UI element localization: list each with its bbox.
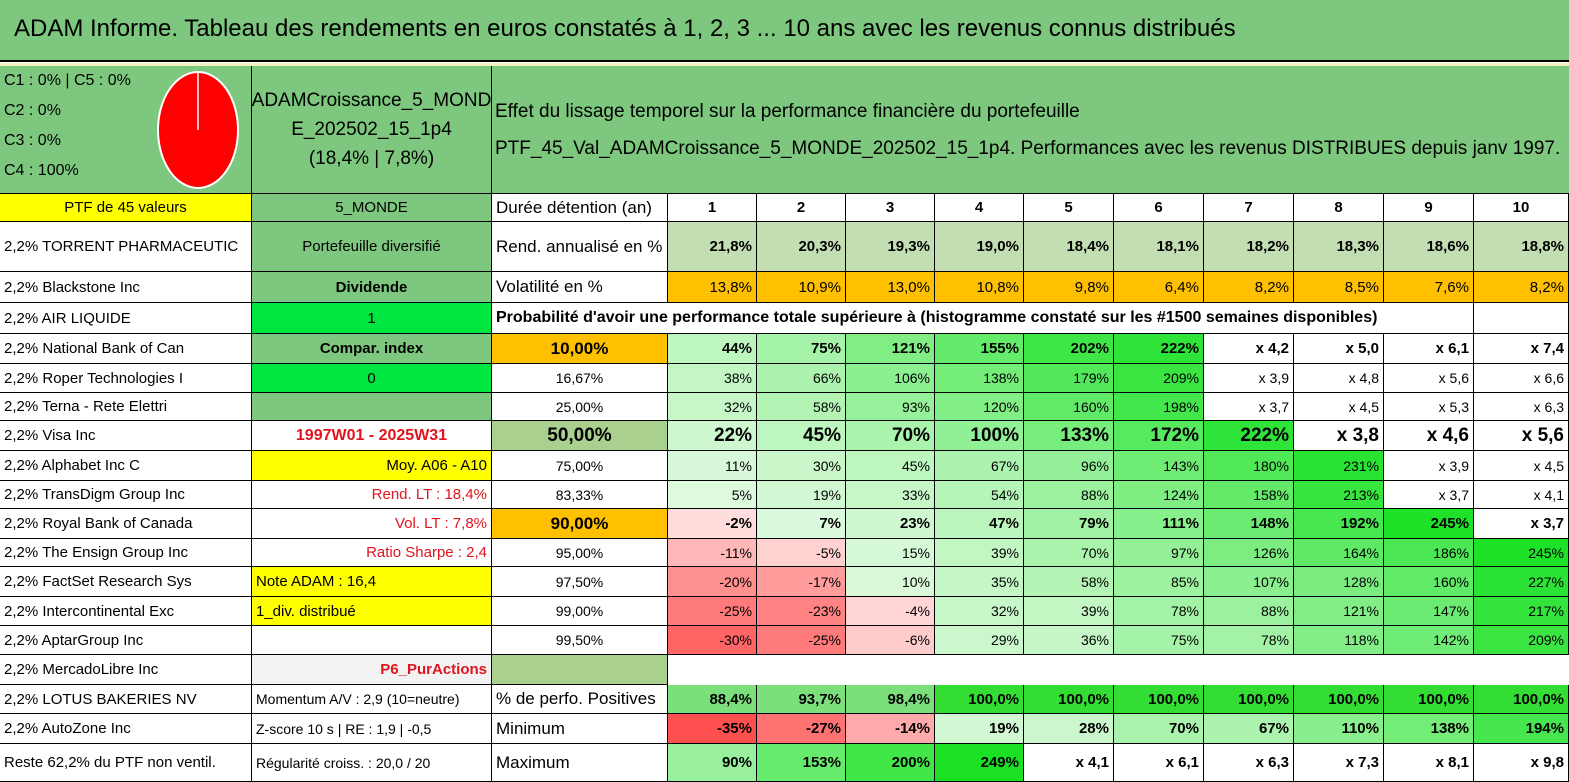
maximum-value: 200% <box>846 744 935 782</box>
probability-value: -4% <box>846 597 935 626</box>
quantile-label: 95,00% <box>492 539 668 567</box>
probability-value: 32% <box>668 393 757 421</box>
annual-return-value: 18,8% <box>1474 222 1569 272</box>
probability-value: x 4,5 <box>1474 451 1569 481</box>
positive-value: 100,0% <box>1024 685 1114 714</box>
annual-return-value: 18,1% <box>1114 222 1204 272</box>
holding-row: 2,2% The Ensign Group Inc <box>0 539 252 567</box>
probability-value: 44% <box>668 334 757 364</box>
probability-value: x 4,6 <box>1384 421 1474 451</box>
probability-value: x 5,6 <box>1474 421 1569 451</box>
probability-value: -11% <box>668 539 757 567</box>
info-cell: P6_PurActions <box>252 655 492 685</box>
probability-value: 22% <box>668 421 757 451</box>
volatility-value: 6,4% <box>1114 272 1204 303</box>
probability-value: 217% <box>1474 597 1569 626</box>
probability-value: 78% <box>1114 597 1204 626</box>
probability-value: 143% <box>1114 451 1204 481</box>
legend-line: C1 : 0% | C5 : 0% <box>4 72 131 89</box>
probability-value: 192% <box>1294 509 1384 539</box>
positive-value: 100,0% <box>935 685 1024 714</box>
probability-value: 38% <box>668 364 757 393</box>
info-cell: Vol. LT : 7,8% <box>252 509 492 539</box>
info-cell: Régularité croiss. : 20,0 / 20 <box>252 744 492 782</box>
duration-header: 7 <box>1204 194 1294 222</box>
probability-value: 121% <box>846 334 935 364</box>
holding-row: 2,2% AptarGroup Inc <box>0 626 252 655</box>
quantile-label: 50,00% <box>492 421 668 451</box>
probability-value: x 3,8 <box>1294 421 1384 451</box>
quantile-label: 99,00% <box>492 597 668 626</box>
info-cell: 1 <box>252 303 492 334</box>
probability-value: 78% <box>1204 626 1294 655</box>
probability-value: 138% <box>935 364 1024 393</box>
maximum-value: 90% <box>668 744 757 782</box>
probability-value: 120% <box>935 393 1024 421</box>
positive-value: 100,0% <box>1384 685 1474 714</box>
holding-row: 2,2% AutoZone Inc <box>0 714 252 744</box>
probability-value: 88% <box>1024 481 1114 509</box>
holding-row: Reste 62,2% du PTF non ventil. <box>0 744 252 782</box>
duration-header: 5 <box>1024 194 1114 222</box>
holding-row: 2,2% FactSet Research Sys <box>0 567 252 597</box>
description <box>492 66 1569 194</box>
probability-value: 164% <box>1294 539 1384 567</box>
volatility-value: 8,2% <box>1474 272 1569 303</box>
quantile-label: 10,00% <box>492 334 668 364</box>
probability-value: 107% <box>1204 567 1294 597</box>
maximum-value: x 6,3 <box>1204 744 1294 782</box>
volatility-value: 8,5% <box>1294 272 1384 303</box>
probability-value: x 6,3 <box>1474 393 1569 421</box>
probability-value: 93% <box>846 393 935 421</box>
empty-cell <box>1474 303 1569 334</box>
probability-value: x 7,4 <box>1474 334 1569 364</box>
title-bar <box>0 0 1569 62</box>
probability-value: 121% <box>1294 597 1384 626</box>
positive-value: 88,4% <box>668 685 757 714</box>
probability-value: 160% <box>1384 567 1474 597</box>
duration-header: 2 <box>757 194 846 222</box>
probability-value: -6% <box>846 626 935 655</box>
spacer-cell <box>492 655 668 685</box>
probability-value: 118% <box>1294 626 1384 655</box>
quantile-label: 99,50% <box>492 626 668 655</box>
volatility-value: 7,6% <box>1384 272 1474 303</box>
minimum-value: 28% <box>1024 714 1114 744</box>
probability-value: x 5,3 <box>1384 393 1474 421</box>
info-cell: Momentum A/V : 2,9 (10=neutre) <box>252 685 492 714</box>
maximum-value: x 4,1 <box>1024 744 1114 782</box>
probability-value: 54% <box>935 481 1024 509</box>
probability-value: 209% <box>1474 626 1569 655</box>
minimum-value: 194% <box>1474 714 1569 744</box>
class-legend <box>0 66 252 194</box>
probability-value: x 5,0 <box>1294 334 1384 364</box>
probability-value: 75% <box>1114 626 1204 655</box>
minimum-value: 19% <box>935 714 1024 744</box>
probability-value: 106% <box>846 364 935 393</box>
probability-value: 179% <box>1024 364 1114 393</box>
page-title: ADAM Informe. Tableau des rendements en euros constatés à 1, 2, 3 ... 10 ans avec les revenus connus distribués <box>14 15 1236 42</box>
probability-value: -20% <box>668 567 757 597</box>
probability-value: 30% <box>757 451 846 481</box>
probability-value: 88% <box>1204 597 1294 626</box>
volatility-value: 13,0% <box>846 272 935 303</box>
holding-row: 2,2% Roper Technologies I <box>0 364 252 393</box>
volatility-label: Volatilité en % <box>492 272 668 303</box>
holding-row: 2,2% Visa Inc <box>0 421 252 451</box>
legend-line: C2 : 0% <box>4 102 61 119</box>
probability-value: -5% <box>757 539 846 567</box>
probability-value: 198% <box>1114 393 1204 421</box>
duration-header: 8 <box>1294 194 1384 222</box>
probability-value: 133% <box>1024 421 1114 451</box>
probability-value: 209% <box>1114 364 1204 393</box>
probability-value: x 3,9 <box>1384 451 1474 481</box>
probability-value: -2% <box>668 509 757 539</box>
holding-row: 2,2% National Bank of Can <box>0 334 252 364</box>
info-cell: Rend. LT : 18,4% <box>252 481 492 509</box>
minimum-value: 110% <box>1294 714 1384 744</box>
probability-value: 186% <box>1384 539 1474 567</box>
annual-return-value: 18,4% <box>1024 222 1114 272</box>
portfolio-stats: (18,4% | 7,8%) <box>308 148 435 169</box>
portfolio-name-line: ADAMCroissance_5_MOND <box>251 90 492 111</box>
info-cell: 1_div. distribué <box>252 597 492 626</box>
probability-value: 96% <box>1024 451 1114 481</box>
probability-value: x 4,2 <box>1204 334 1294 364</box>
positive-value: 100,0% <box>1114 685 1204 714</box>
probability-value: x 6,1 <box>1384 334 1474 364</box>
probability-value: 85% <box>1114 567 1204 597</box>
probability-value: x 4,5 <box>1294 393 1384 421</box>
probability-value: 45% <box>846 451 935 481</box>
probability-value: 245% <box>1474 539 1569 567</box>
probability-value: 7% <box>757 509 846 539</box>
info-cell <box>252 626 492 655</box>
allocation-pie-chart <box>156 70 240 190</box>
probability-value: 97% <box>1114 539 1204 567</box>
probability-value: 202% <box>1024 334 1114 364</box>
probability-value: 47% <box>935 509 1024 539</box>
probability-value: 222% <box>1204 421 1294 451</box>
probability-value: 180% <box>1204 451 1294 481</box>
positive-value: 93,7% <box>757 685 846 714</box>
probability-value: 213% <box>1294 481 1384 509</box>
probability-value: -25% <box>668 597 757 626</box>
maximum-value: x 8,1 <box>1384 744 1474 782</box>
holding-row: 2,2% MercadoLibre Inc <box>0 655 252 685</box>
quantile-label: 90,00% <box>492 509 668 539</box>
info-cell: 0 <box>252 364 492 393</box>
probability-value: 148% <box>1204 509 1294 539</box>
return-label: Rend. annualisé en % <box>492 222 668 272</box>
probability-value: 142% <box>1384 626 1474 655</box>
probability-value: x 5,6 <box>1384 364 1474 393</box>
probability-value: 29% <box>935 626 1024 655</box>
probability-value: 111% <box>1114 509 1204 539</box>
probability-value: x 3,9 <box>1204 364 1294 393</box>
minimum-value: 67% <box>1204 714 1294 744</box>
probability-value: x 4,1 <box>1474 481 1569 509</box>
info-cell: 1997W01 - 2025W31 <box>252 421 492 451</box>
probability-value: 10% <box>846 567 935 597</box>
probability-value: 79% <box>1024 509 1114 539</box>
probability-value: x 6,6 <box>1474 364 1569 393</box>
probability-value: 66% <box>757 364 846 393</box>
probability-value: 19% <box>757 481 846 509</box>
quantile-label: 83,33% <box>492 481 668 509</box>
duration-header: 10 <box>1474 194 1569 222</box>
volatility-value: 13,8% <box>668 272 757 303</box>
annual-return-value: 20,3% <box>757 222 846 272</box>
probability-value: 231% <box>1294 451 1384 481</box>
quantile-label: 16,67% <box>492 364 668 393</box>
maximum-value: 249% <box>935 744 1024 782</box>
description-line: PTF_45_Val_ADAMCroissance_5_MONDE_202502_15_1p4. Performances avec les revenus DISTRIBUES depuis janv 1997. <box>495 138 1561 159</box>
positive-value: 98,4% <box>846 685 935 714</box>
annual-return-value: 19,0% <box>935 222 1024 272</box>
probability-value: -25% <box>757 626 846 655</box>
duration-header: 6 <box>1114 194 1204 222</box>
probability-value: 23% <box>846 509 935 539</box>
probability-value: 67% <box>935 451 1024 481</box>
portfolio-name-line: E_202502_15_1p4 <box>291 119 452 140</box>
probability-value: 158% <box>1204 481 1294 509</box>
probability-header: Probabilité d'avoir une performance totale supérieure à (histogramme constaté sur les #1500 semaines disponibles) <box>492 303 1474 334</box>
probability-value: 128% <box>1294 567 1384 597</box>
holding-row: 2,2% TORRENT PHARMACEUTIC <box>0 222 252 272</box>
positive-value: 100,0% <box>1294 685 1384 714</box>
probability-value: 15% <box>846 539 935 567</box>
holding-row: 2,2% Alphabet Inc C <box>0 451 252 481</box>
probability-value: 58% <box>1024 567 1114 597</box>
maximum-label: Maximum <box>492 744 668 782</box>
holding-row: 2,2% Royal Bank of Canada <box>0 509 252 539</box>
volatility-value: 9,8% <box>1024 272 1114 303</box>
probability-value: 58% <box>757 393 846 421</box>
volatility-value: 10,8% <box>935 272 1024 303</box>
probability-value: 155% <box>935 334 1024 364</box>
duration-label: Durée détention (an) <box>492 194 668 222</box>
quantile-label: 97,50% <box>492 567 668 597</box>
probability-value: 172% <box>1114 421 1204 451</box>
duration-header: 4 <box>935 194 1024 222</box>
info-cell: 5_MONDE <box>252 194 492 222</box>
probability-value: 70% <box>1024 539 1114 567</box>
probability-value: -30% <box>668 626 757 655</box>
probability-value: 70% <box>846 421 935 451</box>
portfolio-count: PTF de 45 valeurs <box>0 194 252 222</box>
annual-return-value: 19,3% <box>846 222 935 272</box>
duration-header: 9 <box>1384 194 1474 222</box>
holding-row: 2,2% TransDigm Group Inc <box>0 481 252 509</box>
annual-return-value: 18,3% <box>1294 222 1384 272</box>
maximum-value: x 9,8 <box>1474 744 1569 782</box>
holding-row: 2,2% LOTUS BAKERIES NV <box>0 685 252 714</box>
annual-return-value: 21,8% <box>668 222 757 272</box>
probability-value: 39% <box>935 539 1024 567</box>
info-cell: Ratio Sharpe : 2,4 <box>252 539 492 567</box>
probability-value: x 3,7 <box>1204 393 1294 421</box>
probability-value: x 3,7 <box>1474 509 1569 539</box>
info-cell: Compar. index <box>252 334 492 364</box>
probability-value: 222% <box>1114 334 1204 364</box>
description-line: Effet du lissage temporel sur la performance financière du portefeuille <box>495 101 1080 122</box>
probability-value: 147% <box>1384 597 1474 626</box>
probability-value: 35% <box>935 567 1024 597</box>
annual-return-value: 18,6% <box>1384 222 1474 272</box>
info-cell: Dividende <box>252 272 492 303</box>
maximum-value: 153% <box>757 744 846 782</box>
minimum-value: 138% <box>1384 714 1474 744</box>
probability-value: 39% <box>1024 597 1114 626</box>
probability-value: 45% <box>757 421 846 451</box>
info-cell: Moy. A06 - A10 <box>252 451 492 481</box>
positive-value: 100,0% <box>1204 685 1294 714</box>
positive-label: % de perfo. Positives <box>492 685 668 714</box>
holding-row: 2,2% Intercontinental Exc <box>0 597 252 626</box>
probability-value: 36% <box>1024 626 1114 655</box>
probability-value: 245% <box>1384 509 1474 539</box>
probability-value: 227% <box>1474 567 1569 597</box>
volatility-value: 10,9% <box>757 272 846 303</box>
probability-value: x 3,7 <box>1384 481 1474 509</box>
info-cell <box>252 393 492 421</box>
quantile-label: 75,00% <box>492 451 668 481</box>
probability-value: 11% <box>668 451 757 481</box>
probability-value: 32% <box>935 597 1024 626</box>
holding-row: 2,2% Blackstone Inc <box>0 272 252 303</box>
maximum-value: x 7,3 <box>1294 744 1384 782</box>
probability-value: 124% <box>1114 481 1204 509</box>
holding-row: 2,2% AIR LIQUIDE <box>0 303 252 334</box>
info-cell: Portefeuille diversifié <box>252 222 492 272</box>
probability-value: 126% <box>1204 539 1294 567</box>
probability-value: 75% <box>757 334 846 364</box>
minimum-value: 70% <box>1114 714 1204 744</box>
probability-value: 100% <box>935 421 1024 451</box>
annual-return-value: 18,2% <box>1204 222 1294 272</box>
duration-header: 3 <box>846 194 935 222</box>
duration-header: 1 <box>668 194 757 222</box>
holding-row: 2,2% Terna - Rete Elettri <box>0 393 252 421</box>
minimum-value: -14% <box>846 714 935 744</box>
minimum-value: -35% <box>668 714 757 744</box>
maximum-value: x 6,1 <box>1114 744 1204 782</box>
volatility-value: 8,2% <box>1204 272 1294 303</box>
info-cell: Z-score 10 s | RE : 1,9 | -0,5 <box>252 714 492 744</box>
probability-value: x 4,8 <box>1294 364 1384 393</box>
portfolio-name <box>252 66 492 194</box>
positive-value: 100,0% <box>1474 685 1569 714</box>
minimum-value: -27% <box>757 714 846 744</box>
probability-value: -23% <box>757 597 846 626</box>
probability-value: 5% <box>668 481 757 509</box>
probability-value: 33% <box>846 481 935 509</box>
info-cell: Note ADAM : 16,4 <box>252 567 492 597</box>
legend-line: C4 : 100% <box>4 162 79 179</box>
probability-value: -17% <box>757 567 846 597</box>
legend-line: C3 : 0% <box>4 132 61 149</box>
quantile-label: 25,00% <box>492 393 668 421</box>
probability-value: 160% <box>1024 393 1114 421</box>
minimum-label: Minimum <box>492 714 668 744</box>
